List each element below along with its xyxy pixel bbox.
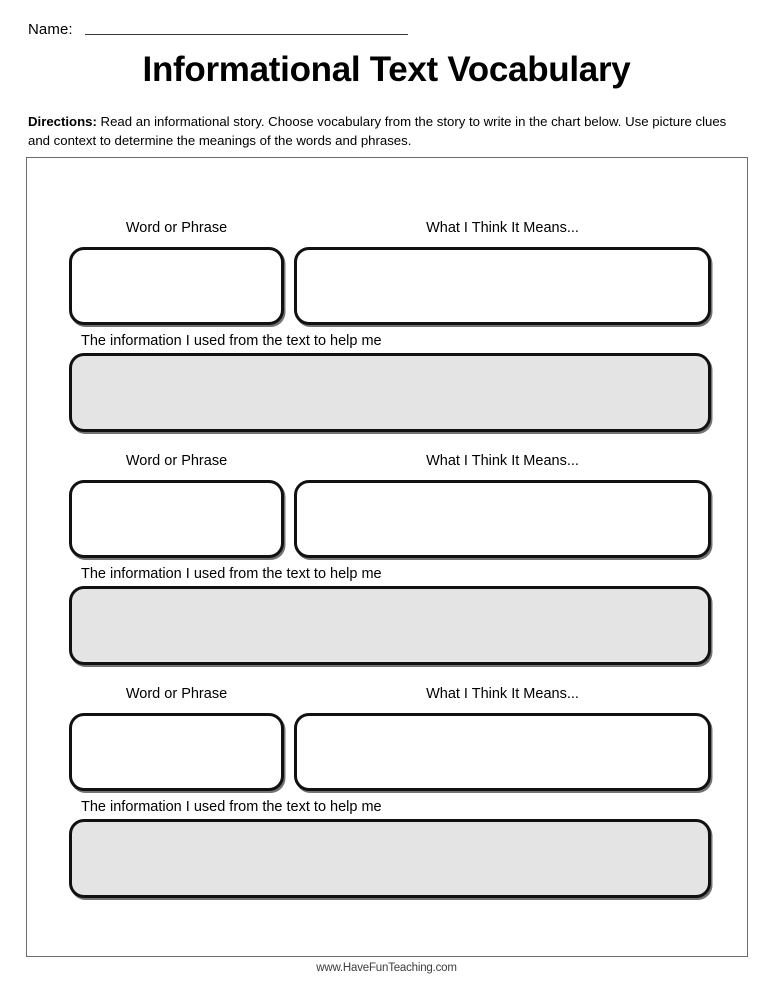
column-headers-row-3 xyxy=(27,686,749,711)
vocabulary-entry-3 xyxy=(27,686,749,898)
meaning-input-3[interactable] xyxy=(294,713,711,791)
footer-website: www.HaveFunTeaching.com xyxy=(316,962,457,974)
directions-paragraph xyxy=(28,113,740,150)
evidence-input-1[interactable] xyxy=(69,353,711,432)
page-title: Informational Text Vocabulary xyxy=(142,50,631,89)
evidence-input-2[interactable] xyxy=(69,586,711,665)
name-field-row xyxy=(28,22,408,37)
meaning-input-1[interactable] xyxy=(294,247,711,325)
vocabulary-chart xyxy=(26,157,748,957)
answer-boxes-row-3 xyxy=(27,713,749,793)
header-word-or-phrase-2: Word or Phrase xyxy=(125,453,228,469)
evidence-label-3: The information I used from the text to help me xyxy=(81,799,382,815)
word-or-phrase-input-3[interactable] xyxy=(69,713,284,791)
header-word-or-phrase-3: Word or Phrase xyxy=(125,686,228,702)
directions-text: Read an informational story. Choose vocabulary from the story to write in the chart below. Use picture clues and context to determine the meanings of the words and phrases. xyxy=(28,114,727,148)
evidence-input-3[interactable] xyxy=(69,819,711,898)
column-headers-row-2 xyxy=(27,453,749,478)
vocabulary-entry-2 xyxy=(27,453,749,665)
header-what-i-think-it-means-1: What I Think It Means... xyxy=(426,220,579,236)
meaning-input-2[interactable] xyxy=(294,480,711,558)
header-what-i-think-it-means-2: What I Think It Means... xyxy=(426,453,579,469)
name-write-in-line[interactable] xyxy=(85,34,408,35)
word-or-phrase-input-1[interactable] xyxy=(69,247,284,325)
evidence-label-1: The information I used from the text to help me xyxy=(81,333,382,349)
column-headers-row-1 xyxy=(27,220,749,245)
word-or-phrase-input-2[interactable] xyxy=(69,480,284,558)
header-word-or-phrase-1: Word or Phrase xyxy=(125,220,228,236)
answer-boxes-row-2 xyxy=(27,480,749,560)
header-what-i-think-it-means-3: What I Think It Means... xyxy=(426,686,579,702)
evidence-label-2: The information I used from the text to help me xyxy=(81,566,382,582)
vocabulary-entry-1 xyxy=(27,220,749,432)
name-label: Name: xyxy=(28,21,73,38)
directions-label: Directions: xyxy=(28,114,97,129)
answer-boxes-row-1 xyxy=(27,247,749,327)
